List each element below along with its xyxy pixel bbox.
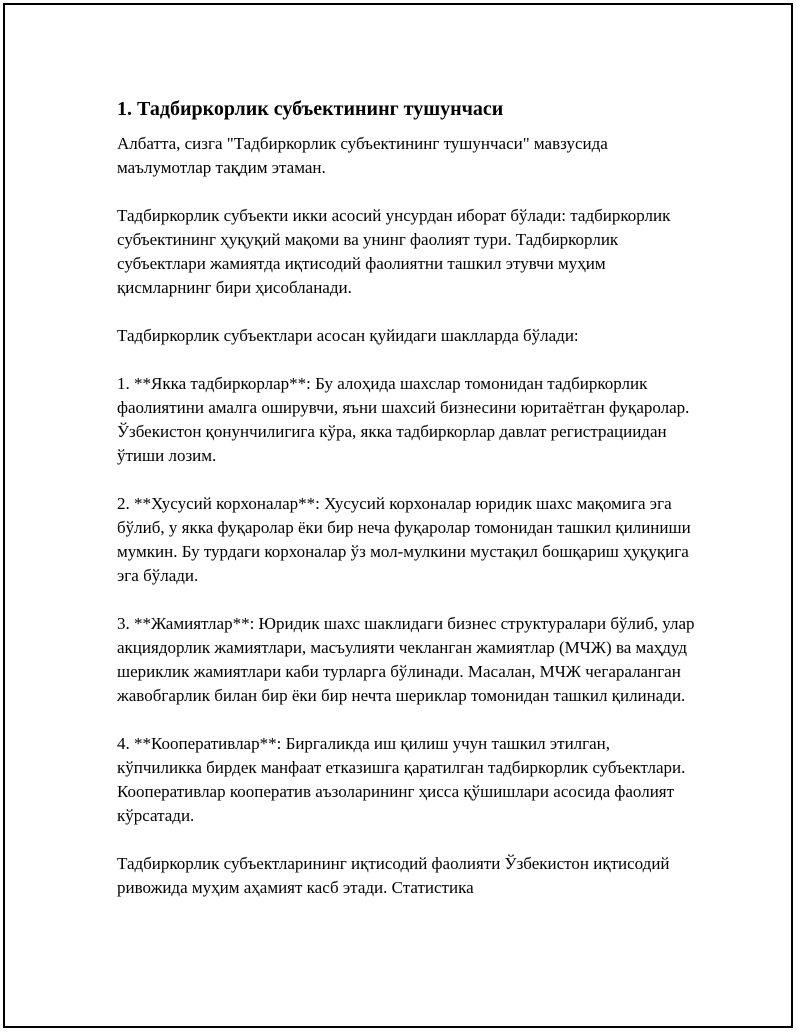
list-item-sole-proprietors: 1. **Якка тадбиркорлар**: Бу алоҳида шахслар томонидан тадбиркорлик фаолиятини амалга оширувчи, яъни шахсий бизнесини юритаётган фуқаролар. Ўзбекистон қонунчилигига кўра, якка тадбиркорлар давлат регистрациидан ўтиши лозим.: [117, 374, 690, 465]
paragraph-intro: Албатта, сизга "Тадбиркорлик субъектининг тушунчаси" мавзусида маълумотлар тақдим этаман.: [117, 134, 608, 177]
list-item-companies: 3. **Жамиятлар**: Юридик шахс шаклидаги бизнес структуралари бўлиб, улар акциядорлик жамиятлари, масъулияти чекланган жамиятлар (МЧЖ) ва маҳдуд шериклик жамиятлари каби турларга бўлинади. Масалан, МЧЖ чегараланган жавобгарлик билан бир ёки бир нечта шериклар томонидан ташкил қилинади.: [117, 614, 695, 705]
document-title: 1. Тадбиркорлик субъектининг тушунчаси: [117, 98, 504, 120]
list-item-private-enterprises: 2. **Хусусий корхоналар**: Хусусий корхоналар юридик шахс мақомига эга бўлиб, у якка фуқаролар ёки бир неча фуқаролар томонидан ташкил қилиниши мумкин. Бу турдаги корхоналар ўз мол-мулкини мустақил бошқариш ҳуқуқига эга бўлади.: [117, 494, 691, 585]
paragraph-definition: Тадбиркорлик субъекти икки асосий унсурдан иборат бўлади: тадбиркорлик субъектининг ҳуқуқий мақоми ва унинг фаолият тури. Тадбиркорлик субъектлари жамиятда иқтисодий фаолиятни ташкил этувчи муҳим қисмларнинг бири ҳисобланади.: [117, 206, 671, 297]
list-item-cooperatives: 4. **Кооперативлар**: Биргаликда иш қилиш учун ташкил этилган, кўпчиликка бирдек манфаат етказишга қаратилган тадбиркорлик субъектлари. Кооперативлар кооператив аъзоларининг ҳисса қўшишлари асосида фаолият кўрсатади.: [117, 734, 686, 825]
document-body: [117, 96, 697, 924]
paragraph-forms-lead: Тадбиркорлик субъектлари асосан қуйидаги шаклларда бўлади:: [117, 326, 579, 345]
paragraph-conclusion: Тадбиркорлик субъектларининг иқтисодий фаолияти Ўзбекистон иқтисодий ривожида муҳим аҳамият касб этади. Статистика: [117, 854, 670, 897]
